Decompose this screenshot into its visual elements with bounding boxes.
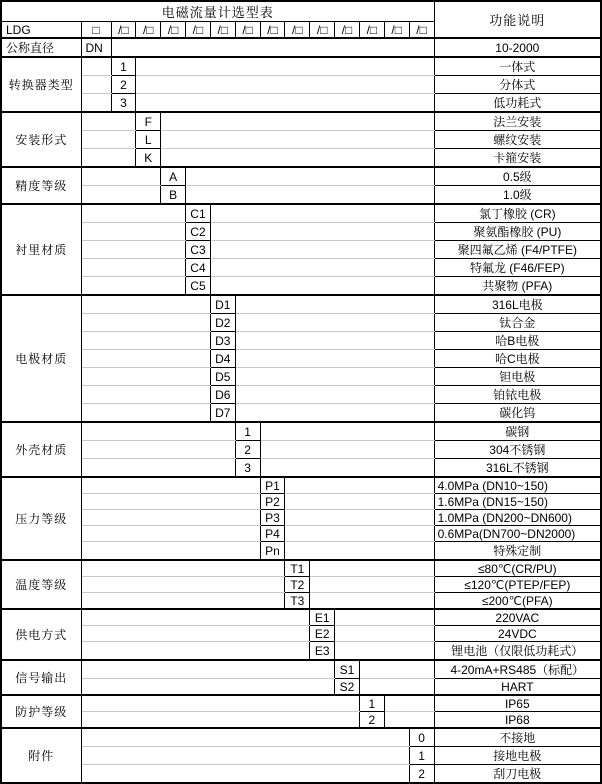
grid-filler [210,223,434,241]
grid-filler [359,660,434,679]
option-code-cell: D7 [210,404,235,423]
option-description-cell: IP68 [434,712,601,729]
code-box: /□ [235,22,260,39]
grid-filler [285,526,434,542]
option-description-cell: 分体式 [434,76,601,94]
grid-filler [81,459,235,478]
base-code-box: □ [81,22,111,39]
grid-filler [310,577,434,593]
grid-filler [81,350,210,368]
grid-filler [81,728,409,747]
option-description-cell: 4.0MPa (DN10~150) [434,477,601,494]
option-code-cell: C3 [186,241,211,259]
code-box: /□ [136,22,161,39]
grid-filler [161,131,434,149]
option-description-cell: 钽电极 [434,368,601,386]
grid-filler [81,542,260,561]
grid-filler [210,277,434,296]
grid-filler [260,459,434,478]
option-code-cell: P2 [260,494,285,510]
option-description-cell: 低功耗式 [434,94,601,113]
option-code-cell: L [136,131,161,149]
grid-filler [235,295,434,314]
group-label-0: 转换器类型 [1,57,81,112]
option-description-cell: 特氟龙 (F46/FEP) [434,259,601,277]
group-label-11: 附件 [1,728,81,783]
grid-filler [235,332,434,350]
grid-filler [285,510,434,526]
option-description-cell: 哈B电极 [434,332,601,350]
option-description-cell: 24VDC [434,626,601,642]
option-code-cell: 0 [409,728,434,747]
grid-filler [210,204,434,223]
option-code-cell: 2 [409,765,434,784]
option-code-cell: 1 [111,57,136,76]
grid-filler [81,167,161,186]
grid-filler [81,259,186,277]
option-code-cell: S1 [335,660,360,679]
option-code-cell: D5 [210,368,235,386]
grid-filler [81,295,210,314]
group-label-8: 供电方式 [1,609,81,660]
option-code-cell: E3 [310,642,335,661]
option-code-cell: 2 [359,712,384,729]
code-box: /□ [161,22,186,39]
grid-filler [81,679,335,696]
diameter-label: 公称直径 [1,38,81,57]
group-label-3: 衬里材质 [1,204,81,295]
group-label-9: 信号输出 [1,660,81,695]
option-code-cell: E1 [310,609,335,626]
group-label-6: 压力等级 [1,477,81,560]
grid-filler [81,149,136,168]
option-code-cell: 1 [359,695,384,712]
grid-filler [81,277,186,296]
grid-filler [335,609,434,626]
function-column-header: 功能说明 [434,1,601,38]
code-box: /□ [409,22,434,39]
grid-filler [384,695,434,712]
group-label-10: 防护等级 [1,695,81,728]
option-code-cell: C2 [186,223,211,241]
option-description-cell: 304不锈钢 [434,441,601,459]
option-description-cell: IP65 [434,695,601,712]
option-code-cell: 1 [409,747,434,765]
option-description-cell: 哈C电极 [434,350,601,368]
option-description-cell: 4-20mA+RS485（标配） [434,660,601,679]
option-description-cell: 螺纹安装 [434,131,601,149]
grid-filler [81,560,285,577]
grid-filler [285,494,434,510]
selection-table-body [1,1,601,783]
grid-filler [81,112,136,131]
grid-filler [186,186,435,205]
option-description-cell: 不接地 [434,728,601,747]
option-code-cell: 2 [111,76,136,94]
option-description-cell: 碳化钨 [434,404,601,423]
grid-filler [81,314,210,332]
code-box: /□ [186,22,211,39]
option-code-cell: 3 [111,94,136,113]
grid-filler [235,404,434,423]
grid-filler [81,577,285,593]
option-description-cell: 接地电极 [434,747,601,765]
group-label-2: 精度等级 [1,167,81,204]
option-description-cell: 1.0MPa (DN200~DN600) [434,510,601,526]
option-description-cell: 法兰安装 [434,112,601,131]
option-description-cell: 一体式 [434,57,601,76]
option-code-cell: T3 [285,593,310,610]
grid-filler [81,368,210,386]
option-description-cell: 刮刀电极 [434,765,601,784]
option-description-cell: ≤120℃(PTEP/FEP) [434,577,601,593]
code-box: /□ [359,22,384,39]
option-code-cell: 1 [235,422,260,441]
grid-filler [310,560,434,577]
option-code-cell: D4 [210,350,235,368]
option-description-cell: 316L不锈钢 [434,459,601,478]
option-description-cell: 0.5级 [434,167,601,186]
code-box: /□ [210,22,235,39]
grid-filler [81,223,186,241]
code-box: /□ [111,22,136,39]
option-code-cell: F [136,112,161,131]
option-code-cell: K [136,149,161,168]
option-code-cell: P3 [260,510,285,526]
option-code-cell: P1 [260,477,285,494]
grid-filler [111,38,434,57]
grid-filler [210,259,434,277]
code-box: /□ [384,22,409,39]
grid-filler [81,76,111,94]
grid-filler [260,441,434,459]
option-code-cell: D1 [210,295,235,314]
option-description-cell: 卡箍安装 [434,149,601,168]
grid-filler [81,747,409,765]
grid-filler [186,167,435,186]
grid-filler [81,204,186,223]
grid-filler [81,386,210,404]
option-description-cell: 锂电池（仅限低功耗式） [434,642,601,661]
grid-filler [285,477,434,494]
code-box: /□ [335,22,360,39]
grid-filler [260,422,434,441]
grid-filler [335,626,434,642]
option-code-cell: A [161,167,186,186]
grid-filler [81,765,409,784]
option-description-cell: 钛合金 [434,314,601,332]
option-code-cell: P4 [260,526,285,542]
table-title: 电磁流量计选型表 [1,1,434,22]
option-code-cell: 3 [235,459,260,478]
option-code-cell: D3 [210,332,235,350]
option-code-cell: Pn [260,542,285,561]
option-description-cell: ≤80℃(CR/PU) [434,560,601,577]
grid-filler [81,241,186,259]
code-box: /□ [260,22,285,39]
option-description-cell: 聚四氟乙烯 (F4/PTFE) [434,241,601,259]
option-code-cell: E2 [310,626,335,642]
grid-filler [81,712,359,729]
option-description-cell: 碳钢 [434,422,601,441]
grid-filler [161,149,434,168]
option-code-cell: C1 [186,204,211,223]
grid-filler [81,186,161,205]
grid-filler [235,368,434,386]
grid-filler [81,477,260,494]
grid-filler [210,241,434,259]
grid-filler [235,314,434,332]
grid-filler [136,94,434,113]
grid-filler [136,57,434,76]
option-description-cell: 特殊定制 [434,542,601,561]
diameter-code-cell: DN [81,38,111,57]
grid-filler [81,695,359,712]
option-description-cell: 316L电极 [434,295,601,314]
option-description-cell: 聚氨酯橡胶 (PU) [434,223,601,241]
grid-filler [359,679,434,696]
option-description-cell: 1.0级 [434,186,601,205]
grid-filler [81,526,260,542]
grid-filler [335,642,434,661]
grid-filler [81,494,260,510]
option-description-cell: 共聚物 (PFA) [434,277,601,296]
option-description-cell: HART [434,679,601,696]
grid-filler [81,510,260,526]
grid-filler [161,112,434,131]
grid-filler [81,94,111,113]
grid-filler [81,404,210,423]
grid-filler [384,712,434,729]
grid-filler [285,542,434,561]
option-code-cell: 2 [235,441,260,459]
code-box: /□ [285,22,310,39]
option-code-cell: B [161,186,186,205]
option-description-cell: 氯丁橡胶 (CR) [434,204,601,223]
group-label-1: 安装形式 [1,112,81,167]
group-label-5: 外壳材质 [1,422,81,477]
group-label-4: 电极材质 [1,295,81,422]
option-code-cell: C4 [186,259,211,277]
grid-filler [310,593,434,610]
grid-filler [81,609,310,626]
option-code-cell: S2 [335,679,360,696]
grid-filler [136,76,434,94]
grid-filler [81,642,310,661]
option-description-cell: 0.6MPa(DN700~DN2000) [434,526,601,542]
grid-filler [81,422,235,441]
option-description-cell: 铂铱电极 [434,386,601,404]
grid-filler [235,386,434,404]
code-box: /□ [310,22,335,39]
grid-filler [81,626,310,642]
grid-filler [81,131,136,149]
model-prefix-cell: LDG [1,22,81,39]
option-code-cell: C5 [186,277,211,296]
grid-filler [81,441,235,459]
option-code-cell: D2 [210,314,235,332]
grid-filler [235,350,434,368]
grid-filler [81,660,335,679]
group-label-7: 温度等级 [1,560,81,609]
option-description-cell: ≤200℃(PFA) [434,593,601,610]
option-code-cell: D6 [210,386,235,404]
option-description-cell: 220VAC [434,609,601,626]
diameter-description: 10-2000 [434,38,601,57]
grid-filler [81,332,210,350]
option-code-cell: T2 [285,577,310,593]
grid-filler [81,593,285,610]
option-description-cell: 1.6MPa (DN15~150) [434,494,601,510]
grid-filler [81,57,111,76]
option-code-cell: T1 [285,560,310,577]
